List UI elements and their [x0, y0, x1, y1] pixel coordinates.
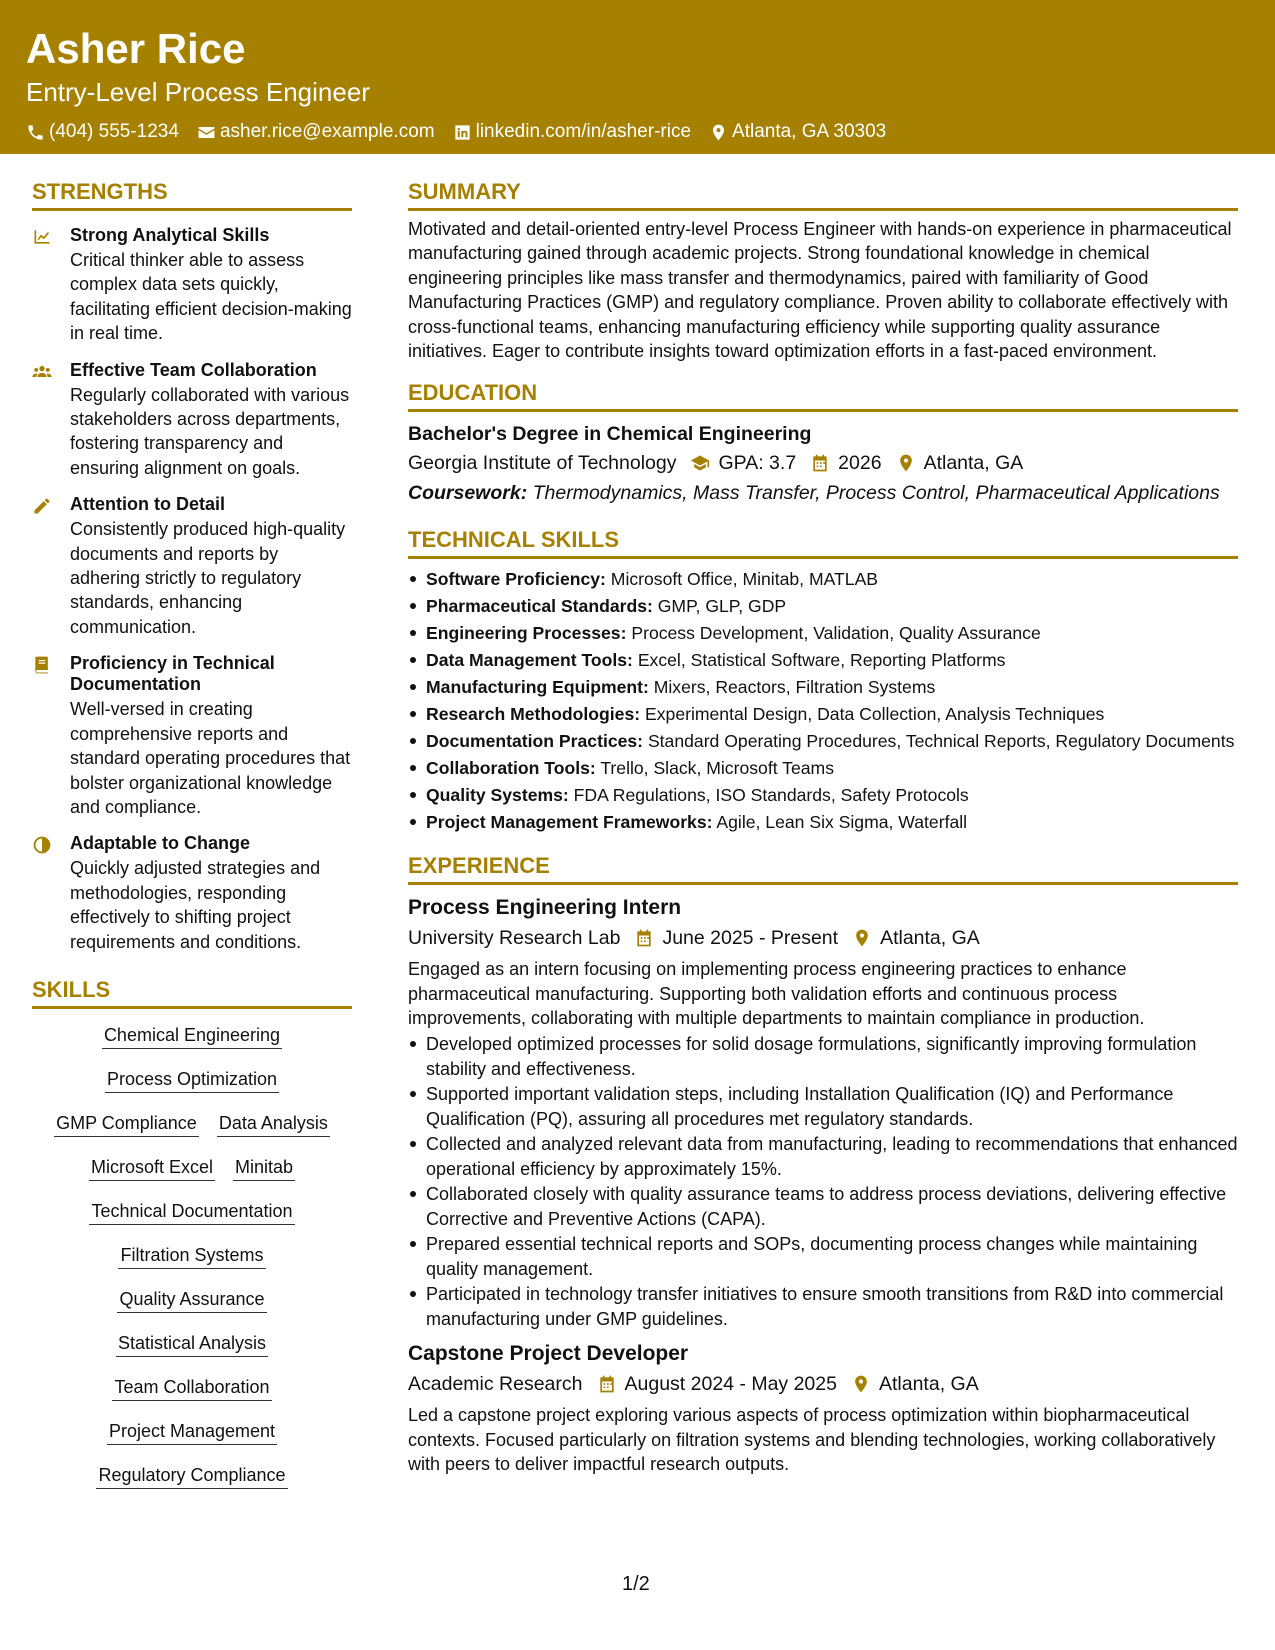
skill-label: Collaboration Tools:: [426, 757, 596, 778]
strength-title: Strong Analytical Skills: [70, 225, 270, 245]
job-meta: [408, 1371, 1238, 1397]
job-org: Academic Research: [408, 1373, 583, 1396]
list-item: Collected and analyzed relevant data from manufacturing, leading to recommendations that enhanced operational efficiency by approximately 15%.: [426, 1132, 1238, 1181]
strength-item: [32, 833, 352, 954]
calendar-icon: [597, 1374, 617, 1394]
skill-value: Microsoft Office, Minitab, MATLAB: [610, 568, 879, 589]
skill-value: Trello, Slack, Microsoft Teams: [600, 757, 834, 778]
strength-desc: Regularly collaborated with various stakeholders across departments, fostering transparency and ensuring alignment on goals.: [70, 384, 350, 478]
page-number: 1/2: [622, 1573, 650, 1595]
half-circle-icon: [32, 835, 52, 855]
contact-location: [709, 120, 886, 144]
strength-title: Effective Team Collaboration: [70, 359, 317, 380]
linkedin-icon: [453, 123, 472, 142]
phone-icon: [26, 123, 45, 142]
list-item: [426, 621, 1238, 645]
skill-label: Quality Systems:: [426, 784, 569, 805]
contact-phone[interactable]: [26, 120, 179, 144]
strength-item: [32, 494, 352, 639]
skill-value: Experimental Design, Data Collection, Analysis Techniques: [645, 703, 1105, 724]
calendar-icon: [810, 453, 830, 473]
edu-location-text: Atlanta, GA: [923, 452, 1024, 475]
contact-email[interactable]: [197, 120, 435, 144]
phone-text: (404) 555-1234: [49, 121, 179, 142]
skills-section: [32, 976, 352, 1489]
pencil-icon: [32, 496, 52, 516]
job-title: Capstone Project Developer: [408, 1342, 689, 1366]
contact-bar: [26, 120, 1275, 144]
degree-title: Bachelor's Degree in Chemical Engineering: [408, 423, 812, 446]
skill-chip: Data Analysis: [217, 1111, 330, 1137]
job-location: Atlanta, GA: [880, 927, 980, 950]
left-column: [32, 178, 352, 1507]
skills-heading: SKILLS: [32, 976, 352, 1009]
list-item: Supported important validation steps, including Installation Qualification (IQ) and Performance Qualification (PQ), assuring all procedures met regulatory standards.: [426, 1082, 1238, 1131]
job-meta: [408, 925, 1238, 951]
contact-linkedin[interactable]: [453, 120, 691, 144]
edu-location-item: [896, 450, 1024, 476]
skill-chip: Technical Documentation: [89, 1199, 294, 1225]
skill-value: Agile, Lean Six Sigma, Waterfall: [716, 811, 968, 832]
envelope-icon: [197, 123, 216, 142]
job-location: Atlanta, GA: [878, 1373, 979, 1396]
linkedin-text: linkedin.com/in/asher-rice: [475, 121, 692, 142]
strength-desc: Well-versed in creating comprehensive reports and standard operating procedures that bolster organizational knowledge and compliance.: [70, 699, 351, 817]
year-item: [810, 450, 881, 476]
list-item: [426, 702, 1238, 726]
year-text: 2026: [838, 452, 882, 475]
skill-chip: Team Collaboration: [112, 1375, 271, 1401]
skill-label: Manufacturing Equipment:: [426, 676, 649, 697]
strength-item: [32, 225, 352, 346]
job-bullets: [408, 1032, 1238, 1331]
list-item: Prepared essential technical reports and SOPs, documenting process changes while maintaining quality management.: [426, 1232, 1238, 1281]
skill-chip: GMP Compliance: [54, 1111, 199, 1137]
list-item: [426, 648, 1238, 672]
skill-value: Excel, Statistical Software, Reporting Platforms: [637, 649, 1006, 670]
job-description: Engaged as an intern focusing on implementing process engineering practices to enhance pharmaceutical manufacturing. Supporting both validation efforts and continuous process improvements, collaborating with multiple departments to maintain compliance in production.: [408, 959, 1145, 1029]
education-meta: [408, 450, 1238, 476]
gpa-item: [690, 450, 796, 476]
list-item: [426, 756, 1238, 780]
list-item: Collaborated closely with quality assurance teams to address process deviations, delivering effective Corrective and Preventive Actions (CAPA).: [426, 1182, 1238, 1231]
map-marker-icon: [896, 453, 916, 473]
job-location-item: [851, 1371, 979, 1397]
list-item: Developed optimized processes for solid dosage formulations, significantly improving formulation stability and effectiveness.: [426, 1032, 1238, 1081]
skill-chip: Minitab: [233, 1155, 295, 1181]
technical-skills-heading: TECHNICAL SKILLS: [408, 526, 1238, 559]
strength-title: Proficiency in Technical Documentation: [70, 653, 275, 695]
list-item: [426, 567, 1238, 591]
skill-value: Standard Operating Procedures, Technical Reports, Regulatory Documents: [647, 730, 1235, 751]
skill-label: Software Proficiency:: [426, 568, 606, 589]
list-item: [426, 594, 1238, 618]
skill-chip: Regulatory Compliance: [96, 1463, 287, 1489]
coursework-label: Coursework:: [408, 482, 528, 505]
job-description: Led a capstone project exploring various aspects of process optimization within biopharmaceutical contexts. Focused particularly on filtration systems and blending technologies, working collaboratively with peers to deliver impactful research outputs.: [408, 1405, 1216, 1475]
skills-list: [32, 1023, 352, 1489]
list-item: Participated in technology transfer initiatives to ensure smooth transitions from R&D into commercial manufacturing under GMP guidelines.: [426, 1282, 1238, 1331]
strength-title: Adaptable to Change: [70, 833, 251, 854]
list-item: [426, 675, 1238, 699]
chart-line-icon: [32, 227, 52, 247]
skill-label: Data Management Tools:: [426, 649, 633, 670]
candidate-title: Entry-Level Process Engineer: [26, 77, 370, 107]
map-marker-icon: [851, 1374, 871, 1394]
map-marker-icon: [852, 928, 872, 948]
right-column: [408, 178, 1238, 1477]
strengths-list: [32, 225, 352, 954]
email-text: asher.rice@example.com: [219, 121, 435, 142]
users-icon: [32, 362, 52, 382]
strength-title: Attention to Detail: [70, 494, 225, 515]
skill-label: Research Methodologies:: [426, 703, 641, 724]
technical-skills-list: [408, 567, 1238, 834]
list-item: [426, 729, 1238, 753]
coursework: [408, 481, 1238, 505]
skill-value: Process Development, Validation, Quality Assurance: [631, 622, 1041, 643]
gpa-text: GPA: 3.7: [718, 452, 797, 475]
list-item: [426, 783, 1238, 807]
skill-chip: Statistical Analysis: [116, 1331, 268, 1357]
location-text: Atlanta, GA 30303: [732, 121, 887, 142]
skill-chip: Quality Assurance: [117, 1287, 266, 1313]
strength-item: [32, 653, 352, 819]
strength-desc: Consistently produced high-quality documents and reports by adhering strictly to regulatory standards, enhancing communication.: [70, 519, 346, 637]
skill-label: Documentation Practices:: [426, 730, 644, 751]
strength-desc: Critical thinker able to assess complex data sets quickly, facilitating efficient decision-making in real time.: [70, 250, 352, 344]
school-name: Georgia Institute of Technology: [408, 452, 677, 475]
skill-label: Pharmaceutical Standards:: [426, 595, 653, 616]
strength-desc: Quickly adjusted strategies and methodologies, responding effectively to shifting project requirements and conditions.: [70, 858, 321, 952]
skill-value: GMP, GLP, GDP: [657, 595, 787, 616]
job-org: University Research Lab: [408, 927, 621, 950]
skill-value: FDA Regulations, ISO Standards, Safety Protocols: [573, 784, 969, 805]
strengths-heading: STRENGTHS: [32, 178, 352, 211]
job-location-item: [852, 925, 980, 951]
coursework-text: Thermodynamics, Mass Transfer, Process Control, Pharmaceutical Applications: [532, 482, 1220, 505]
skill-chip: Microsoft Excel: [89, 1155, 215, 1181]
skill-value: Mixers, Reactors, Filtration Systems: [653, 676, 936, 697]
education-heading: EDUCATION: [408, 379, 1238, 412]
job-dates-item: [597, 1371, 837, 1397]
job-dates: August 2024 - May 2025: [624, 1373, 837, 1396]
candidate-name: Asher Rice: [26, 25, 246, 72]
strength-item: [32, 360, 352, 481]
graduation-cap-icon: [690, 453, 710, 473]
experience-heading: EXPERIENCE: [408, 852, 1238, 885]
calendar-icon: [634, 928, 654, 948]
skill-chip: Process Optimization: [105, 1067, 279, 1093]
summary-text: Motivated and detail-oriented entry-level Process Engineer with hands-on experience in pharmaceutical manufacturing gained through academic projects. Strong foundational knowledge in chemical engineering principles like mass transfer and thermodynamics, paired with familiarity of Good Manufacturing Practices (GMP) and regulatory compliance. Proven ability to collaborate effectively with cross-functional teams, enhancing manufacturing efficiency while supporting quality assurance initiatives. Eager to contribute insights toward optimization efforts in a fast-paced environment.: [408, 219, 1232, 362]
skill-chip: Chemical Engineering: [102, 1023, 282, 1049]
technical-skills-section: [408, 526, 1238, 834]
list-item: [426, 810, 1238, 834]
summary-heading: SUMMARY: [408, 178, 1238, 211]
skill-chip: Project Management: [107, 1419, 277, 1445]
job-dates: June 2025 - Present: [662, 927, 839, 950]
skill-label: Engineering Processes:: [426, 622, 627, 643]
skill-label: Project Management Frameworks:: [426, 811, 713, 832]
job-title: Process Engineering Intern: [408, 896, 682, 920]
map-marker-icon: [709, 123, 728, 142]
job-dates-item: [634, 925, 838, 951]
book-icon: [32, 655, 52, 675]
experience-section: [408, 852, 1238, 1476]
education-section: [408, 379, 1238, 505]
resume-header: [0, 0, 1275, 154]
skill-chip: Filtration Systems: [118, 1243, 265, 1269]
